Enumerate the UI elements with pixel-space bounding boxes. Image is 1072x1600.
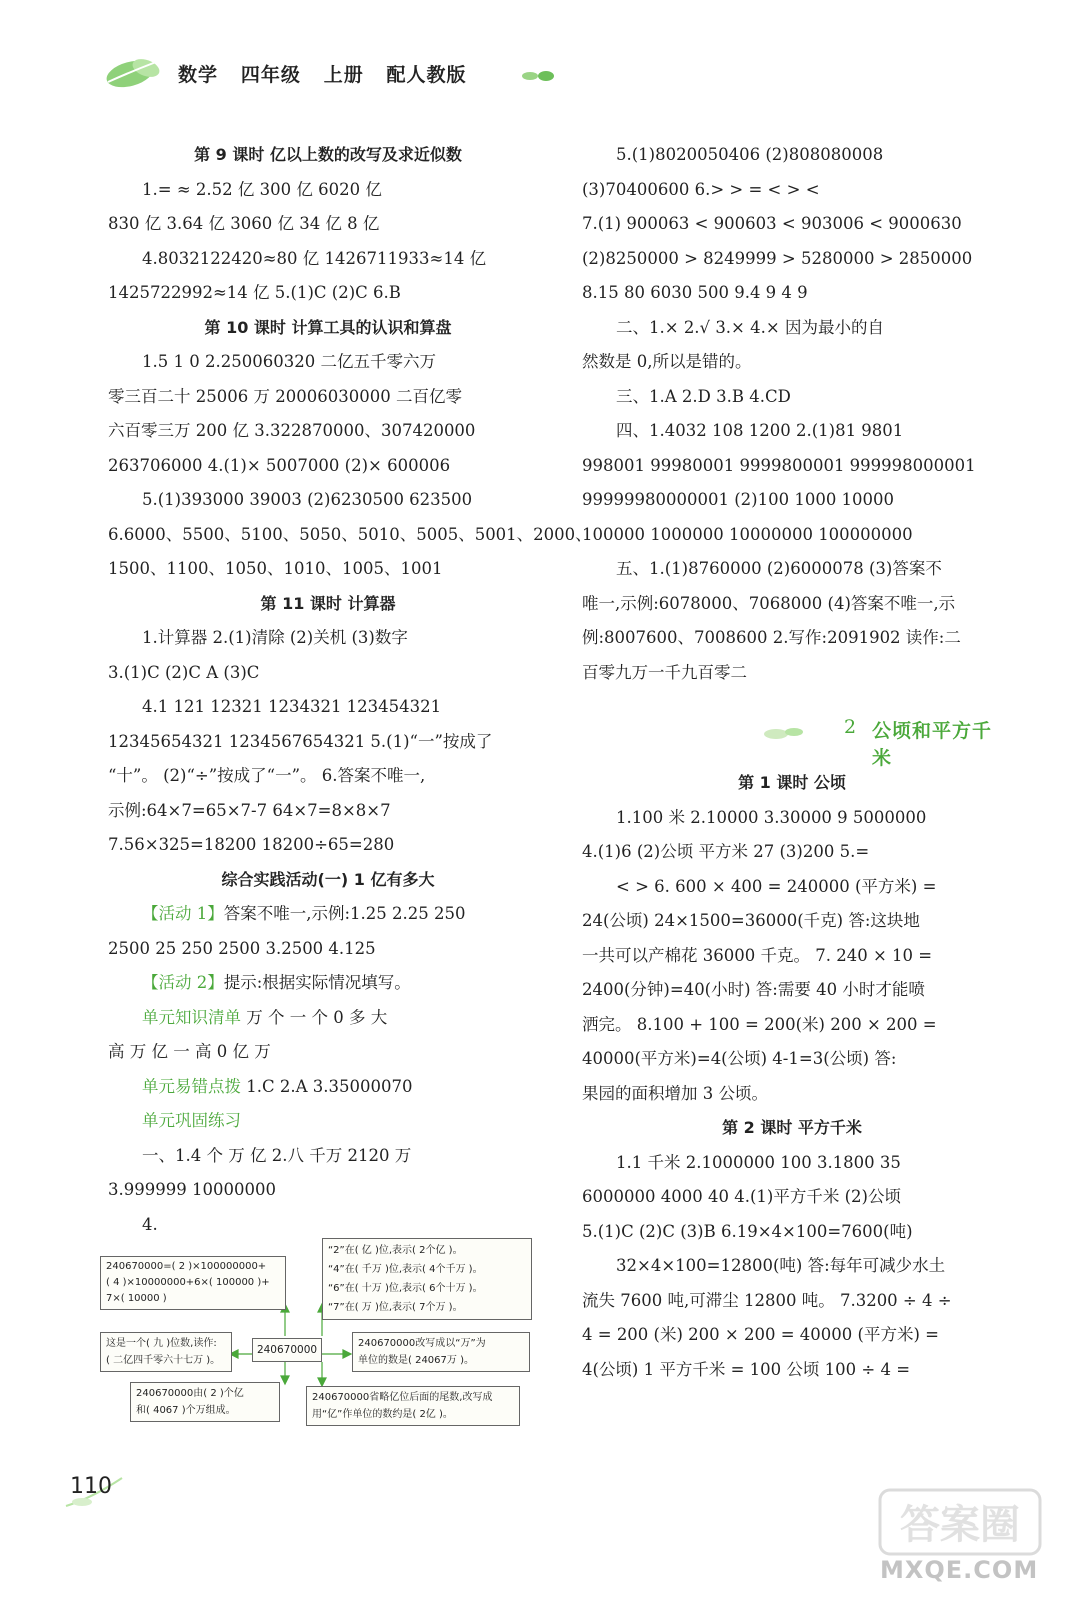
answer-line: 3.999999 10000000 xyxy=(108,1180,276,1199)
answer-line: 1.100 米 2.10000 3.30000 9 5000000 xyxy=(616,807,927,827)
answer-line: 例:8007600、7008600 2.写作:2091902 读作:二 xyxy=(582,628,961,647)
answer-line: 100000 1000000 10000000 100000000 xyxy=(582,524,913,544)
answer-line: 【活动 2】提示:根据实际情况填写。 xyxy=(142,973,411,992)
number-diagram xyxy=(100,1236,532,1432)
answer-line: 1.5 1 0 2.250060320 二亿五千零六万 xyxy=(142,352,436,371)
answer-line: 5.(1)393000 39003 (2)6230500 623500 xyxy=(142,490,473,509)
section-title: 综合实践活动(一) 1 亿有多大 xyxy=(221,869,435,889)
answer-line: 263706000 4.(1)× 5007000 (2)× 600006 xyxy=(108,455,451,475)
answer-line: (3)70400600 6.> > = < > < xyxy=(582,179,820,199)
answer-line: 24(公顷) 24×1500=36000(千克) 答:这块地 xyxy=(582,911,920,930)
answer-line: 四、1.4032 108 1200 2.(1)81 9801 xyxy=(616,421,904,440)
answer-line xyxy=(108,1104,548,1139)
answer-line: 99999980000001 (2)100 1000 10000 xyxy=(582,490,895,509)
answer-line: 1.计算器 2.(1)清除 (2)关机 (3)数字 xyxy=(142,628,408,647)
answer-line: 单元易错点拨 1.C 2.A 3.35000070 xyxy=(142,1076,413,1096)
answer-line: 6.6000、5500、5100、5050、5010、5005、5001、2000、 xyxy=(108,524,592,544)
answer-line: (2)8250000 > 8249999 > 5280000 > 2850000 xyxy=(582,248,973,268)
box-wan: 240670000改写成以“万”为 单位的数是( 24067万 )。 xyxy=(352,1332,530,1372)
section-title: 第 2 课时 平方千米 xyxy=(722,1118,862,1137)
answer-line: 单元知识清单 万 个 一 个 0 多 大 xyxy=(142,1007,388,1027)
answer-line: 六百零三万 200 亿 3.322870000、307420000 xyxy=(108,421,476,440)
leaf-icon xyxy=(100,52,172,92)
answer-line: 1.1 千米 2.1000000 100 3.1800 35 xyxy=(616,1152,901,1172)
label-highlight: 【活动 2】 xyxy=(142,973,224,992)
answer-line: 高 万 亿 一 高 0 亿 万 xyxy=(108,1042,271,1061)
answer-line: 32×4×100=12800(吨) 答:每年可减少水土 xyxy=(616,1256,946,1275)
section-title: 第 10 课时 计算工具的认识和算盘 xyxy=(204,317,452,337)
answer-line: 4 = 200 (米) 200 × 200 = 40000 (平方米) = xyxy=(582,1325,939,1344)
section-title-text: 公顷和平方千米 xyxy=(872,720,993,769)
label-highlight: 单元知识清单 xyxy=(142,1007,241,1027)
section-leaf-icon xyxy=(762,722,806,744)
right-column xyxy=(582,138,1002,1387)
left-column xyxy=(108,138,592,1242)
answer-line: 7.56×325=18200 18200÷65=280 xyxy=(108,835,395,854)
answer-line: 唯一,示例:6078000、7068000 (4)答案不唯一,示 xyxy=(582,593,956,613)
answer-line: 2500 25 250 2500 3.2500 4.125 xyxy=(108,938,376,958)
answer-line: 三、1.A 2.D 3.B 4.CD xyxy=(616,386,791,406)
label-highlight: 单元易错点拨 xyxy=(142,1076,241,1096)
svg-text:答案圈: 答案圈 xyxy=(900,1502,1020,1548)
answer-line: 1.= ≈ 2.52 亿 300 亿 6020 亿 xyxy=(142,179,382,199)
answer-line: 3.(1)C (2)C A (3)C xyxy=(108,662,260,682)
answer-line: 【活动 1】答案不唯一,示例:1.25 2.25 250 xyxy=(142,904,466,923)
section-title: 第 1 课时 公顷 xyxy=(738,773,846,792)
box-expand: 240670000=( 2 )×100000000+ ( 4 )×10000000+6×( 100000 )+ 7×( 10000 ) xyxy=(100,1256,286,1310)
answer-line: 8.15 80 6030 500 9.4 9 4 9 xyxy=(582,283,808,302)
box-yi: 240670000省略亿位后面的尾数,改写成 用“亿”作单位的数约是( 2亿 )。 xyxy=(306,1386,520,1426)
section-heading xyxy=(582,706,1002,769)
answer-line: 4.(1)6 (2)公顷 平方米 27 (3)200 5.= xyxy=(582,842,870,861)
answer-line: 五、1.(1)8760000 (2)6000078 (3)答案不 xyxy=(616,559,942,578)
answer-line: 4.8032122420≈80 亿 1426711933≈14 亿 xyxy=(142,248,487,268)
answer-line: 然数是 0,所以是错的。 xyxy=(582,352,752,371)
section-title: 第 11 课时 计算器 xyxy=(260,593,396,613)
answer-line: < > 6. 600 × 400 = 240000 (平方米) = xyxy=(616,876,937,896)
box-compose: 240670000由( 2 )个亿 和( 4067 )个万组成。 xyxy=(130,1382,280,1422)
header-title: 数学 四年级 上册 配人教版 xyxy=(178,64,467,86)
watermark-text: MXQE.COM xyxy=(880,1556,1039,1584)
answer-line: 998001 99980001 9999800001 999998000001 xyxy=(582,455,976,475)
answer-line: 洒完。 8.100 + 100 = 200(米) 200 × 200 = xyxy=(582,1014,937,1034)
answer-line: 1425722992≈14 亿 5.(1)C (2)C 6.B xyxy=(108,283,401,302)
answer-line: 2400(分钟)=40(小时) 答:需要 40 小时才能喷 xyxy=(582,980,925,999)
answer-line: 5.(1)8020050406 (2)808080008 xyxy=(616,145,884,164)
answer-line: 830 亿 3.64 亿 3060 亿 34 亿 8 亿 xyxy=(108,214,380,233)
answer-line: 7.(1) 900063 < 900603 < 903006 < 9000630 xyxy=(582,214,962,233)
section-title: 第 9 课时 亿以上数的改写及求近似数 xyxy=(194,145,462,164)
box-digits: “2”在( 亿 )位,表示( 2个亿 )。 “4”在( 千万 )位,表示( 4个千万 )。 “6”在( 十万 )位,表示( 6个十万 )。 “7”在( 万 )位,表示( 7个万 )。 xyxy=(322,1238,532,1320)
answer-line: 6000000 4000 40 4.(1)平方千米 (2)公顷 xyxy=(582,1187,901,1206)
section-number: 2 xyxy=(844,716,857,738)
answer-line: 示例:64×7=65×7-7 64×7=8×8×7 xyxy=(108,800,391,820)
answer-line: 百零九万一千九百零二 xyxy=(582,662,747,682)
page-number: 110 xyxy=(70,1474,112,1499)
answer-line: 5.(1)C (2)C (3)B 6.19×4×100=7600(吨) xyxy=(582,1221,913,1241)
answer-line: 12345654321 1234567654321 5.(1)“一”按成了 xyxy=(108,731,493,751)
answer-line: 40000(平方米)=4(公顷) 4-1=3(公顷) 答: xyxy=(582,1049,897,1068)
answer-line: 果园的面积增加 3 公顷。 xyxy=(582,1083,768,1103)
answer-line: “十”。 (2)“÷”按成了“一”。 6.答案不唯一, xyxy=(108,766,426,785)
answer-line: 1500、1100、1050、1010、1005、1001 xyxy=(108,559,443,578)
answer-line: 流失 7600 吨,可滞尘 12800 吨。 7.3200 ÷ 4 ÷ xyxy=(582,1290,952,1310)
answer-line: 4. xyxy=(142,1214,158,1234)
answer-line: 二、1.× 2.√ 3.× 4.× 因为最小的自 xyxy=(616,317,884,337)
answer-line: 4(公顷) 1 平方千米 = 100 公顷 100 ÷ 4 = xyxy=(582,1359,911,1379)
label-highlight: 单元巩固练习 xyxy=(142,1111,241,1130)
label-highlight: 【活动 1】 xyxy=(142,904,224,923)
answer-line: 零三百二十 25006 万 20006030000 二百亿零 xyxy=(108,386,462,406)
answer-line: 一共可以产棉花 36000 千克。 7. 240 × 10 = xyxy=(582,945,933,965)
answer-line: 一、1.4 个 万 亿 2.八 千万 2120 万 xyxy=(142,1145,412,1165)
small-leaves-icon xyxy=(520,66,560,86)
answer-line: 4.1 121 12321 1234321 123454321 xyxy=(142,697,442,716)
page-header xyxy=(100,48,560,102)
diagram-center: 240670000 xyxy=(252,1338,322,1362)
box-read: 这是一个( 九 )位数,读作: ( 二亿四千零六十七万 )。 xyxy=(100,1332,232,1372)
